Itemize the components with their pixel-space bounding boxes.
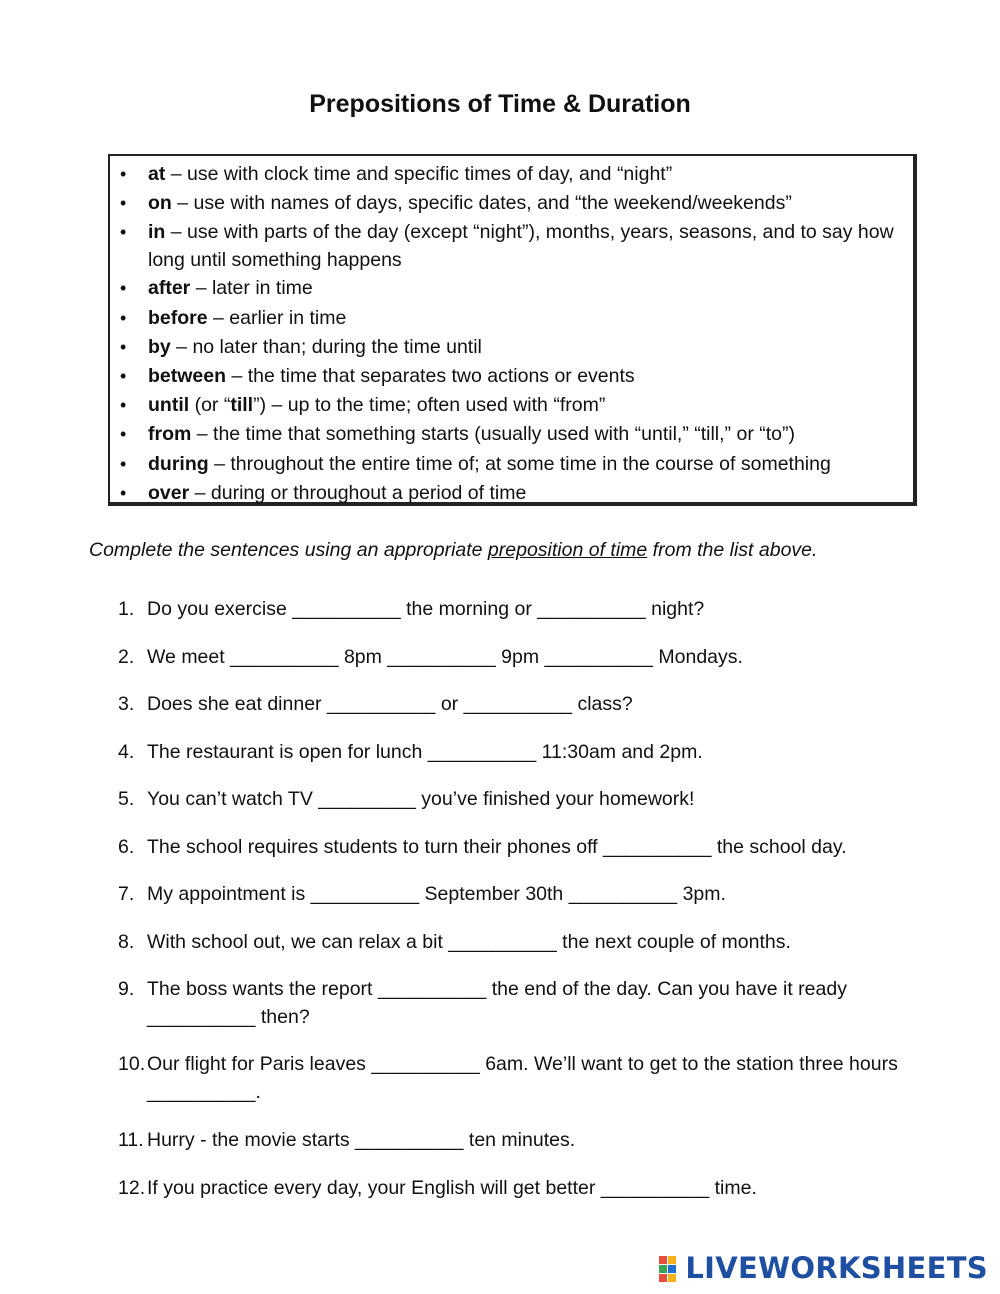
- question-number: 8.: [118, 931, 135, 953]
- question-text: Do you exercise __________ the morning or __________ night?: [147, 598, 705, 620]
- question-number: 1.: [118, 598, 135, 620]
- rule-item-after: [118, 274, 903, 303]
- instructions: [89, 539, 817, 562]
- question-12: [118, 1174, 918, 1202]
- bullet-icon: •: [120, 307, 127, 328]
- bullet-icon: •: [120, 193, 127, 214]
- rule-item-between: [118, 362, 903, 391]
- question-number: 4.: [118, 741, 135, 763]
- question-text: With school out, we can relax a bit __________ the next couple of months.: [147, 931, 791, 953]
- rule-item-from: [118, 420, 903, 449]
- rule-term: after: [148, 277, 191, 300]
- bullet-icon: •: [120, 278, 127, 299]
- question-9: [118, 975, 918, 1031]
- rule-desc: – no later than; during the time until: [170, 335, 482, 358]
- question-10: [118, 1050, 918, 1106]
- question-number: 9.: [118, 978, 135, 1000]
- question-11: [118, 1126, 918, 1154]
- rule-term: over: [148, 481, 190, 504]
- question-5: [118, 785, 918, 813]
- question-number: 5.: [118, 788, 135, 810]
- question-number: 6.: [118, 836, 135, 858]
- question-text: Hurry - the movie starts __________ ten minutes.: [147, 1129, 576, 1151]
- rule-term-alt: till: [230, 394, 254, 417]
- rule-term: on: [148, 192, 172, 215]
- rule-desc: – use with clock time and specific times of day, and “night”: [165, 163, 673, 185]
- bullet-icon: •: [120, 366, 127, 387]
- question-3: [118, 690, 918, 718]
- bullet-icon: •: [120, 222, 127, 243]
- rule-desc: – use with parts of the day (except “night”), months, years, seasons, and to say how long until something happens: [148, 221, 894, 272]
- question-text: We meet __________ 8pm __________ 9pm __________ Mondays.: [147, 646, 743, 668]
- rule-term: at: [148, 163, 166, 185]
- question-number: 10.: [118, 1053, 146, 1075]
- rule-item-over: [118, 479, 903, 508]
- bullet-icon: •: [120, 164, 127, 184]
- logo-text: LIVEWORKSHEETS: [685, 1251, 988, 1285]
- rule-term: from: [148, 423, 192, 446]
- rule-item-in: [118, 218, 903, 274]
- question-text: The boss wants the report __________ the end of the day. Can you have it ready __________ then?: [147, 978, 847, 1028]
- question-text: You can’t watch TV _________ you’ve finished your homework!: [147, 788, 695, 810]
- instructions-text-end: from the list above.: [647, 539, 818, 561]
- rule-term: by: [148, 335, 171, 358]
- question-number: 2.: [118, 646, 135, 668]
- rule-item-by: [118, 333, 903, 362]
- rule-desc: – during or throughout a period of time: [189, 481, 527, 504]
- rule-desc: – earlier in time: [207, 306, 347, 329]
- rule-item-during: [118, 450, 903, 479]
- bullet-icon: •: [120, 424, 127, 445]
- rule-desc: ”) – up to the time; often used with “from”: [253, 394, 606, 417]
- question-text: Does she eat dinner __________ or __________ class?: [147, 693, 633, 715]
- question-number: 12.: [118, 1177, 146, 1199]
- question-text: Our flight for Paris leaves __________ 6am. We’ll want to get to the station three hours __________.: [147, 1053, 898, 1103]
- rule-term: between: [148, 365, 227, 388]
- liveworksheets-logo: [659, 1250, 988, 1286]
- question-4: [118, 738, 918, 766]
- question-number: 11.: [118, 1129, 144, 1151]
- rule-term: before: [148, 306, 208, 329]
- instructions-underlined: preposition of time: [487, 539, 648, 561]
- bullet-icon: •: [120, 482, 127, 503]
- bullet-icon: •: [120, 336, 127, 357]
- rule-desc: – the time that something starts (usually used with “until,” “till,” or “to”): [191, 423, 795, 446]
- question-number: 3.: [118, 693, 135, 715]
- question-text: My appointment is __________ September 30th __________ 3pm.: [147, 883, 726, 905]
- prepositions-rules-box: [108, 154, 917, 506]
- question-6: [118, 833, 918, 861]
- question-8: [118, 928, 918, 956]
- question-2: [118, 643, 918, 671]
- rule-desc: – throughout the entire time of; at some time in the course of something: [208, 452, 831, 475]
- question-7: [118, 880, 918, 908]
- question-text: The restaurant is open for lunch __________ 11:30am and 2pm.: [147, 741, 703, 763]
- page-title: Prepositions of Time & Duration: [309, 90, 691, 118]
- rule-desc: – the time that separates two actions or events: [226, 365, 635, 388]
- question-text: If you practice every day, your English will get better __________ time.: [147, 1177, 757, 1199]
- instructions-text-start: Complete the sentences using an appropriate: [89, 539, 488, 561]
- rule-item-on: [118, 189, 903, 218]
- rule-term: in: [148, 221, 166, 244]
- rule-item-at: [118, 160, 903, 189]
- rule-desc: – use with names of days, specific dates, and “the weekend/weekends”: [171, 192, 792, 215]
- question-text: The school requires students to turn their phones off __________ the school day.: [147, 836, 847, 858]
- rule-desc: – later in time: [190, 277, 313, 300]
- rule-term: during: [148, 452, 209, 475]
- rule-term: until: [148, 394, 190, 417]
- question-1: [118, 595, 918, 623]
- rule-item-before: [118, 304, 903, 333]
- rule-item-until: [118, 391, 903, 420]
- question-number: 7.: [118, 883, 135, 905]
- bullet-icon: •: [120, 453, 127, 474]
- rule-pre: (or “: [189, 394, 231, 417]
- liveworksheets-mark-icon: [659, 1254, 683, 1282]
- bullet-icon: •: [120, 395, 127, 416]
